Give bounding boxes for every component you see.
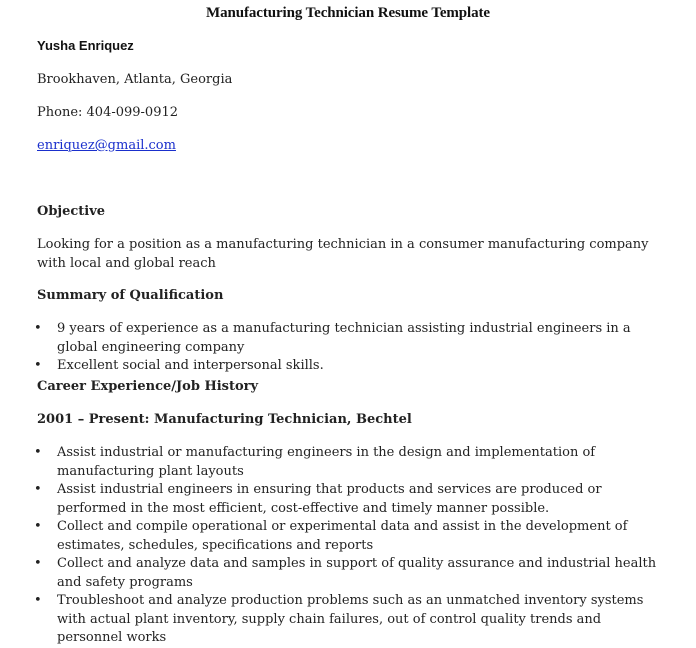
objective-heading: Objective: [37, 204, 106, 219]
candidate-name: Yusha Enriquez: [37, 38, 134, 53]
email-link[interactable]: enriquez@gmail.com: [37, 138, 176, 153]
list-item-text: Collect and compile operational or experimental data and assist in the development of estimates, schedules, specifications and reports: [57, 519, 628, 553]
list-item: [34, 592, 667, 648]
list-item-text: Excellent social and interpersonal skills.: [57, 358, 324, 373]
summary-heading: Summary of Qualification: [37, 288, 224, 303]
bullet-icon: •: [34, 358, 42, 373]
list-item: [34, 518, 667, 555]
list-item: [34, 320, 667, 357]
list-item: [34, 555, 667, 592]
document-title: Manufacturing Technician Resume Template: [206, 5, 490, 21]
bullet-icon: •: [34, 321, 42, 336]
summary-list: [34, 320, 667, 376]
list-item: [34, 444, 667, 481]
address-text: Brookhaven, Atlanta, Georgia: [37, 72, 233, 87]
list-item: [34, 357, 667, 376]
bullet-icon: •: [34, 556, 42, 571]
bullet-icon: •: [34, 482, 42, 497]
bullet-icon: •: [34, 519, 42, 534]
list-item-text: Assist industrial or manufacturing engineers in the design and implementation of manufacturing plant layouts: [57, 445, 596, 479]
list-item-text: Collect and analyze data and samples in support of quality assurance and industrial health and safety programs: [57, 556, 657, 590]
list-item-text: Assist industrial engineers in ensuring that products and services are produced or performed in the most efficient, cost-effective and timely manner possible.: [57, 482, 602, 516]
bullet-icon: •: [34, 593, 42, 608]
career-heading: Career Experience/Job History: [37, 379, 259, 394]
career-duties-list: [34, 444, 667, 648]
list-item-text: Troubleshoot and analyze production problems such as an unmatched inventory systems with actual plant inventory, supply chain failures, out of control quality trends and personnel works: [57, 593, 644, 645]
phone-text: Phone: 404-099-0912: [37, 105, 179, 120]
list-item-text: 9 years of experience as a manufacturing technician assisting industrial engineers in a global engineering company: [57, 321, 631, 355]
list-item: [34, 481, 667, 518]
bullet-icon: •: [34, 445, 42, 460]
objective-text: Looking for a position as a manufacturing technician in a consumer manufacturing company with local and global reach: [37, 237, 649, 271]
job-heading: 2001 – Present: Manufacturing Technician, Bechtel: [37, 412, 412, 427]
